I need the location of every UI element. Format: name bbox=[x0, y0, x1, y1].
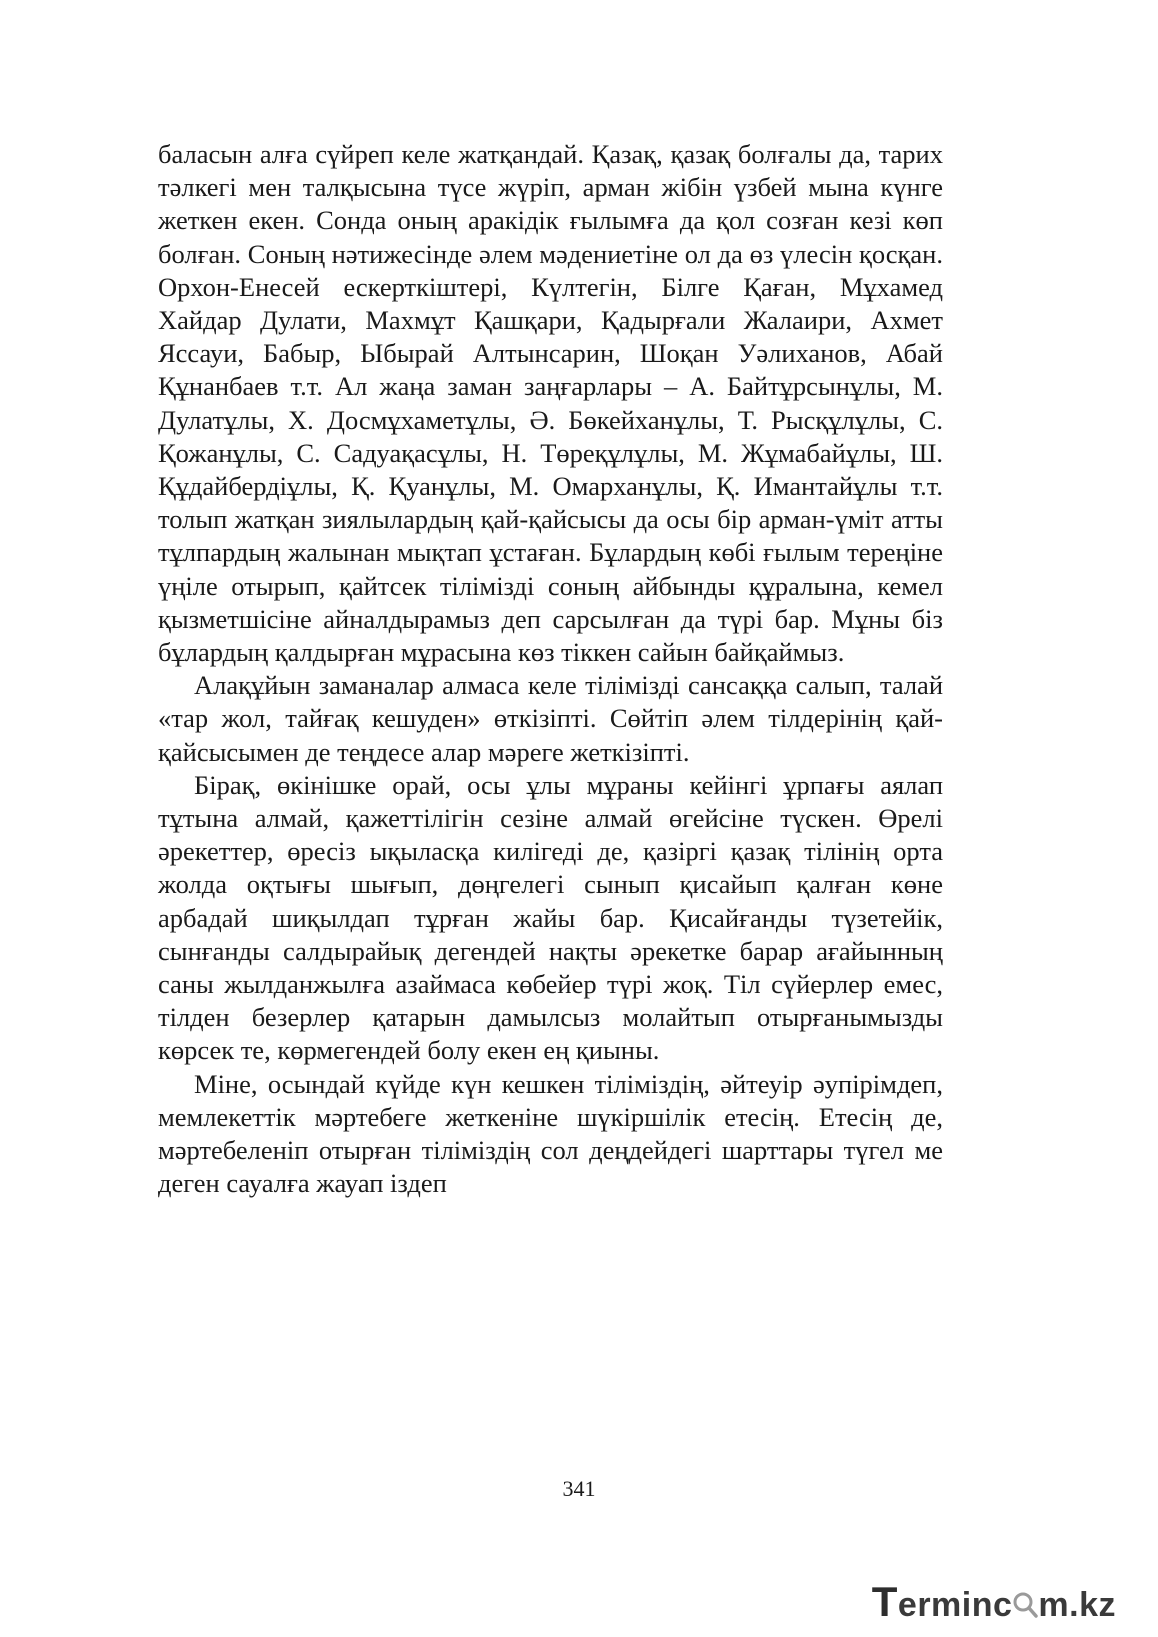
termincom-logo bbox=[872, 1578, 1116, 1626]
paragraph-4: Міне, осындай күйде күн кешкен тіліміздің, әйтеуір әупірімдеп, мемлекеттік мәртебеге жеткеніне шүкіршілік етесің. Етесің де, мәртебеленіп отырған тіліміздің сол деңдейдегі шарттары түгел ме деген сауалға жауап іздеп bbox=[158, 1068, 943, 1199]
magnifier-icon bbox=[1012, 1590, 1038, 1618]
logo-suffix: m.kz bbox=[1038, 1586, 1116, 1624]
logo-first-letter: T bbox=[871, 1578, 898, 1625]
paragraph-2: Алақұйын заманалар алмаса келе тілімізді сансаққа салып, талай «тар жол, тайғақ кешуден» өткізіпті. Сөйтіп әлем тілдерінің қай-қайсысымен де теңдесе алар мәреге жеткізіпті. bbox=[158, 670, 943, 767]
paragraph-1: баласын алға сүйреп келе жатқандай. Қазақ, қазақ болғалы да, тарих тәлкегі мен талқысына түсе жүріп, арман жібін үзбей мына күнге жеткен екен. Сонда оның аракідік ғылымға да қол созған кезі көп болған. Соның нәтижесінде әлем мәдениетіне ол да өз үлесін қосқан. Орхон-Енесей ескерткіштері, Күлтегін, Білге Қаған, Мұхамед Хайдар Дулати, Махмұт Қашқари, Қадырғали Жалаири, Ахмет Яссауи, Бабыр, Ыбырай Алтынсарин, Шоқан Уәлиханов, Абай Құнанбаев т.т. Ал жаңа заман заңғарлары – А. Байтұрсынұлы, М. Дулатұлы, Х. Досмұхаметұлы, Ә. Бөкейханұлы, Т. Рысқұлұлы, С. Қожанұлы, С. Садуақасұлы, Н. Төреқұлұлы, М. Жұмабайұлы, Ш. Құдайбердіұлы, Қ. Қуанұлы, М. Омарханұлы, Қ. Имантайұлы т.т. толып жатқан зиялылардың қай-қайсысы да осы бір арман-үміт атты тұлпардың жалынан мықтап ұстаған. Бұлардың көбі ғылым тереңіне үңіле отырып, қайтсек тілімізді соның айбынды құралына, кемел қызметшісіне айналдырамыз деп сарсылған да түрі бар. Мұны біз бұлардың қалдырған мұрасына көз тіккен сайын байқаймыз. bbox=[158, 139, 943, 668]
paragraph-3: Бірақ, өкінішке орай, осы ұлы мұраны кейінгі ұрпағы аялап тұтына алмай, қажеттілігін сезіне алмай өгейсіне түскен. Өрелі әрекеттер, өресіз ықыласқа килігеді де, қазіргі қазақ тілінің орта жолда оқтығы шығып, дөңгелегі сынып қисайып қалған көне арбадай шиқылдап тұрған жайы бар. Қисайғанды түзетейік, сынғанды салдырайық дегендей нақты әрекетке барар ағайынның саны жылданжылға азаймаса көбейер түрі жоқ. Тіл сүйерлер емес, тілден безерлер қатарын дамылсыз молайтып отырғанымызды көрсек те, көрмегендей болу екен ең қиыны. bbox=[158, 769, 943, 1066]
logo-text: erminc bbox=[897, 1586, 1013, 1624]
page-number: 341 bbox=[562, 1476, 596, 1501]
page-body bbox=[158, 138, 943, 1201]
